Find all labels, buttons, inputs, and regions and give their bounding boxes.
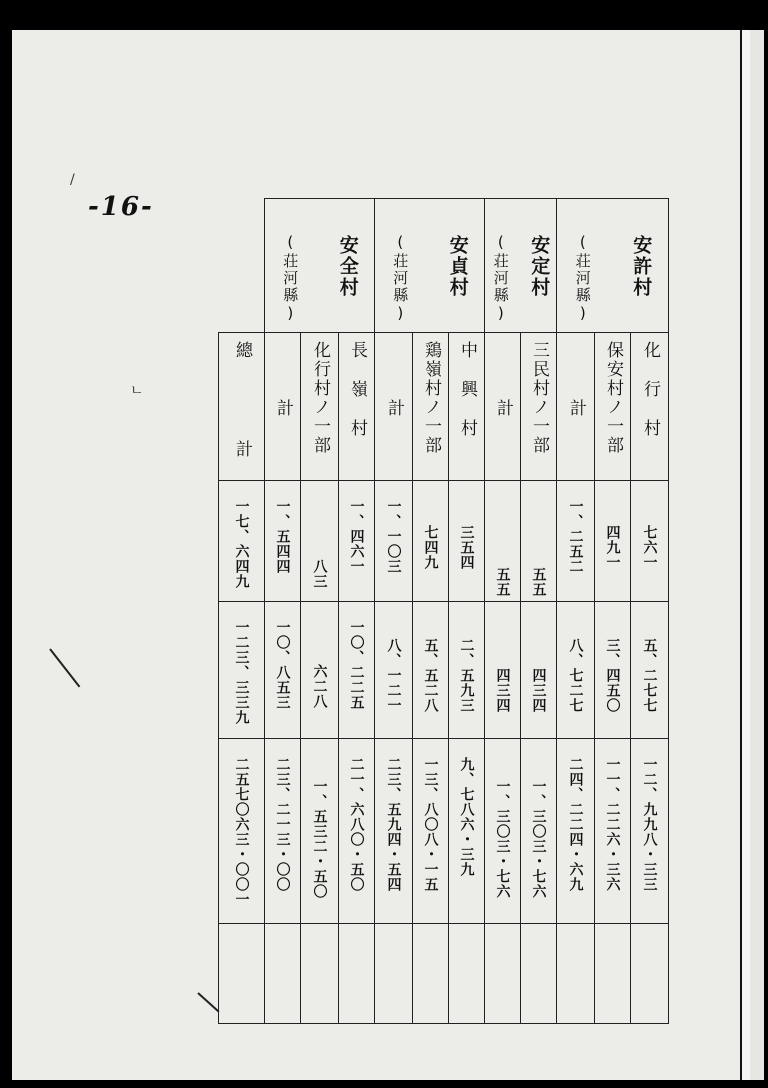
value-cell: 四三四 bbox=[521, 602, 557, 739]
value-cell: 九、七八六・三九 bbox=[449, 739, 485, 924]
value-cell: 一〇、八五三 bbox=[265, 602, 301, 739]
value-cell: 五、二七七 bbox=[631, 602, 669, 739]
value-cell: 一、二五二 bbox=[557, 481, 595, 602]
value-cell: 八、一二一 bbox=[375, 602, 413, 739]
empty-cell bbox=[521, 924, 557, 1024]
value-cell: 七四九 bbox=[413, 481, 449, 602]
village-header-anzen: 安全村 (荘河縣) bbox=[265, 199, 375, 333]
value-cell: 二、五九三 bbox=[449, 602, 485, 739]
subvillage-label: 計 bbox=[485, 333, 521, 481]
value-cell: 一、五三二・五〇 bbox=[301, 739, 339, 924]
value-cell: 二三、二一三・〇〇 bbox=[265, 739, 301, 924]
value-cell: 一、一〇三 bbox=[375, 481, 413, 602]
empty-cell bbox=[339, 924, 375, 1024]
empty-cell bbox=[375, 924, 413, 1024]
binding-edge bbox=[740, 30, 750, 1080]
value-cell: 七六一 bbox=[631, 481, 669, 602]
page-number: -16- bbox=[88, 192, 154, 222]
value-cell: 一、四六一 bbox=[339, 481, 375, 602]
subvillage-label: 長嶺村 bbox=[339, 333, 375, 481]
subvillage-label: 保安村ノ一部 bbox=[595, 333, 631, 481]
subvillage-label: 計 bbox=[265, 333, 301, 481]
subvillage-label: 化行村ノ一部 bbox=[301, 333, 339, 481]
subvillage-label: 中興村 bbox=[449, 333, 485, 481]
empty-cell bbox=[265, 924, 301, 1024]
village-header-antei-tei: 安貞村 (荘河縣) bbox=[375, 199, 485, 333]
grand-total-label: 總 計 bbox=[219, 333, 265, 481]
header-corner bbox=[219, 199, 265, 333]
stray-mark: / bbox=[70, 172, 75, 188]
empty-cell bbox=[219, 924, 265, 1024]
value-cell: 四三四 bbox=[485, 602, 521, 739]
subvillage-label: 鶏嶺村ノ一部 bbox=[413, 333, 449, 481]
value-cell: 一一、二二六・三六 bbox=[595, 739, 631, 924]
empty-cell bbox=[631, 924, 669, 1024]
value-cell: 二一、六八〇・五〇 bbox=[339, 739, 375, 924]
value-cell: 五五 bbox=[485, 481, 521, 602]
value-cell: 六二八 bbox=[301, 602, 339, 739]
value-cell: 一〇、二二五 bbox=[339, 602, 375, 739]
value-cell: 一二、九九八・三三 bbox=[631, 739, 669, 924]
empty-cell bbox=[301, 924, 339, 1024]
value-cell: 二四、二二四・六九 bbox=[557, 739, 595, 924]
value-cell: 一七、六四九 bbox=[219, 481, 265, 602]
value-cell: 一、三〇三・七六 bbox=[521, 739, 557, 924]
empty-cell bbox=[413, 924, 449, 1024]
value-cell: 一二三、三三九 bbox=[219, 602, 265, 739]
value-cell: 一、三〇三・七六 bbox=[485, 739, 521, 924]
value-cell: 二五七〇六三・〇〇一 bbox=[219, 739, 265, 924]
empty-cell bbox=[449, 924, 485, 1024]
empty-cell bbox=[557, 924, 595, 1024]
value-cell: 五、五二八 bbox=[413, 602, 449, 739]
empty-cell bbox=[485, 924, 521, 1024]
value-cell: 五五 bbox=[521, 481, 557, 602]
population-table bbox=[218, 198, 669, 1024]
stray-mark: ㄴ bbox=[130, 383, 144, 399]
value-cell: 八三 bbox=[301, 481, 339, 602]
value-cell: 二三、五九四・五四 bbox=[375, 739, 413, 924]
subvillage-label: 三民村ノ一部 bbox=[521, 333, 557, 481]
value-cell: 八、七二七 bbox=[557, 602, 595, 739]
value-cell: 四九一 bbox=[595, 481, 631, 602]
village-header-antei: 安定村 (荘河縣) bbox=[485, 199, 557, 333]
subvillage-label: 計 bbox=[375, 333, 413, 481]
value-cell: 一、五四四 bbox=[265, 481, 301, 602]
value-cell: 一三、八〇八・一五 bbox=[413, 739, 449, 924]
value-cell: 三五四 bbox=[449, 481, 485, 602]
page-edge bbox=[750, 30, 764, 1080]
village-header-ankyo: 安許村 (荘河縣) bbox=[557, 199, 669, 333]
empty-cell bbox=[595, 924, 631, 1024]
subvillage-label: 計 bbox=[557, 333, 595, 481]
subvillage-label: 化行村 bbox=[631, 333, 669, 481]
value-cell: 三、四五〇 bbox=[595, 602, 631, 739]
